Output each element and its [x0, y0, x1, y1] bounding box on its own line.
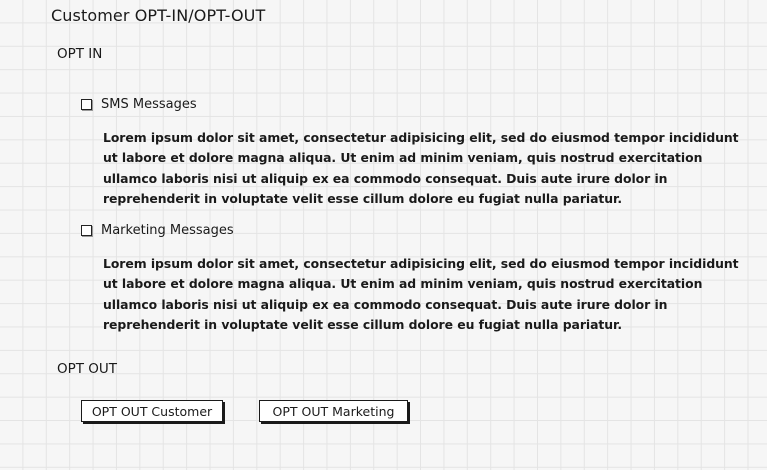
- marketing-messages-label: Marketing Messages: [101, 223, 234, 238]
- sms-messages-option[interactable]: [81, 97, 197, 112]
- opt-in-heading: OPT IN: [57, 46, 103, 62]
- opt-out-customer-button[interactable]: OPT OUT Customer: [81, 400, 223, 422]
- marketing-messages-description: Lorem ipsum dolor sit amet, consectetur adipisicing elit, sed do eiusmod tempor incididunt ut labore et dolore magna aliqua. Ut enim ad minim veniam, quis nostrud exercitation ullamco laboris nisi ut aliquip ex ea commodo consequat. Duis aute irure dolor in reprehenderit in voluptate velit esse cillum dolore eu fugiat nulla pariatur.: [103, 256, 739, 332]
- marketing-messages-option[interactable]: [81, 223, 234, 238]
- sms-messages-checkbox[interactable]: [81, 99, 92, 110]
- sms-messages-label: SMS Messages: [101, 97, 197, 112]
- opt-out-marketing-button[interactable]: OPT OUT Marketing: [259, 400, 408, 422]
- marketing-messages-checkbox[interactable]: [81, 225, 92, 236]
- sms-messages-description: Lorem ipsum dolor sit amet, consectetur adipisicing elit, sed do eiusmod tempor incididunt ut labore et dolore magna aliqua. Ut enim ad minim veniam, quis nostrud exercitation ullamco laboris nisi ut aliquip ex ea commodo consequat. Duis aute irure dolor in reprehenderit in voluptate velit esse cillum dolore eu fugiat nulla pariatur.: [103, 130, 739, 206]
- opt-out-heading: OPT OUT: [57, 361, 118, 377]
- page-title: Customer OPT-IN/OPT-OUT: [51, 6, 266, 25]
